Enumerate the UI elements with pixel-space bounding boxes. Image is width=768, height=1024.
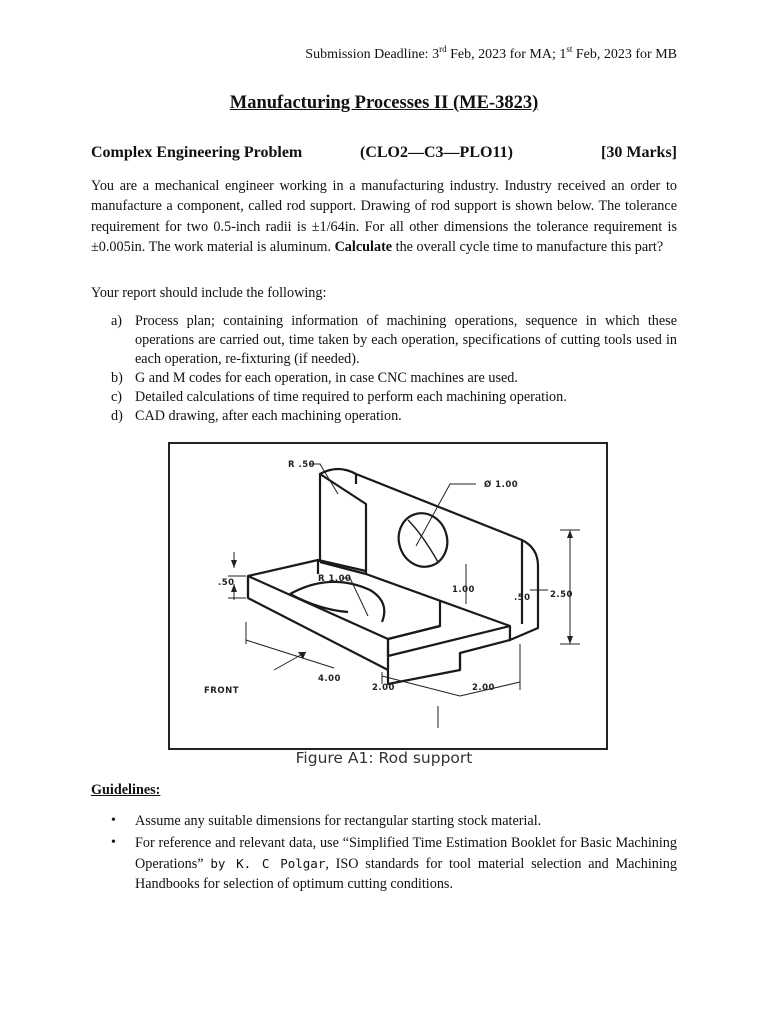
guidelines-heading: Guidelines: (91, 782, 161, 798)
list-item: • Assume any suitable dimensions for rectangular starting stock material. (91, 811, 677, 831)
clo-mapping: (CLO2—C3—PLO11) (360, 144, 513, 161)
drawing-svg (170, 444, 606, 748)
list-item: b) G and M codes for each operation, in case CNC machines are used. (111, 370, 518, 386)
submission-deadline: Submission Deadline: 3rd Feb, 2023 for MA; 1st Feb, 2023 for MB (305, 44, 677, 62)
dim-050-right: .50 (514, 593, 531, 603)
list-item: a) Process plan; containing information of machining operations, sequence in which these operations are carried out, time taken by each operation, specifications of cutting tools used in each operation, re-fixturing (if needed). (111, 313, 677, 367)
marks-label: [30 Marks] (601, 144, 677, 161)
problem-heading (91, 144, 677, 166)
guidelines-list (91, 811, 677, 896)
dim-200-left: 2.00 (372, 683, 395, 693)
figure-caption: Figure A1: Rod support (295, 749, 473, 767)
list-item: • For reference and relevant data, use “Simplified Time Estimation Booklet for Basic Machining Operations” by K. C Polgar, ISO standards for tool material selection and Machining Handbooks for selection of optimum cutting conditions. (111, 835, 677, 892)
dim-diameter: Ø 1.00 (484, 480, 519, 490)
list-item: c) Detailed calculations of time required to perform each machining operation. (111, 389, 567, 405)
list-item: d) CAD drawing, after each machining operation. (111, 408, 402, 424)
bullet-icon: • (111, 835, 116, 851)
dim-250: 2.50 (550, 590, 573, 600)
document-title: Manufacturing Processes II (ME-3823) (229, 93, 539, 113)
dim-r100: R 1.00 (318, 574, 352, 584)
dim-400: 4.00 (318, 674, 341, 684)
requirements-list (91, 312, 677, 426)
part-outline (248, 469, 538, 684)
problem-statement: You are a mechanical engineer working in a manufacturing industry. Industry received an order to manufacture a component, called rod support. Drawing of rod support is shown below. The tolerance requirement for two 0.5-inch radii is ±1/64in. For all other dimensions the tolerance requirement is ±0.005in. The work material is aluminum. Calculate the overall cycle time to manufacture this part? (91, 178, 677, 255)
dim-100: 1.00 (452, 585, 475, 595)
bullet-icon: • (111, 813, 116, 828)
dim-050-left: .50 (218, 578, 235, 588)
rod-support-drawing (168, 442, 608, 750)
report-intro: Your report should include the following: (91, 285, 327, 301)
front-label: FRONT (204, 686, 239, 696)
dim-r50: R .50 (288, 460, 316, 470)
problem-title: Complex Engineering Problem (91, 144, 303, 161)
dim-200-right: 2.00 (472, 683, 495, 693)
